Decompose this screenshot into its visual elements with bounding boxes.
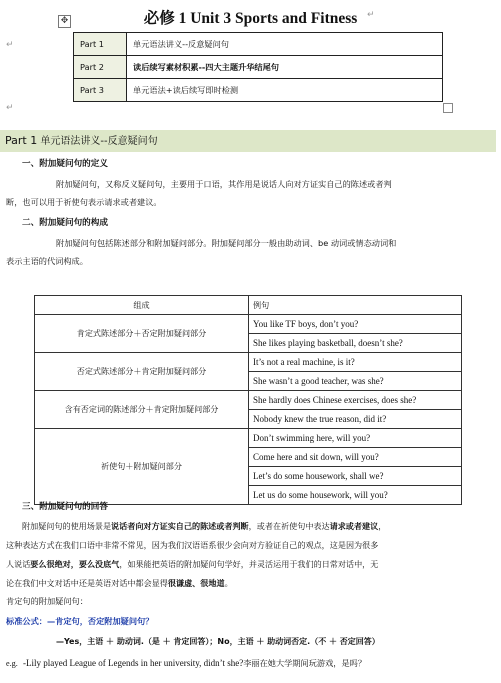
section-heading: 二、附加疑问句的构成 — [22, 218, 108, 228]
paragraph-line: 附加疑问句，又称反义疑问句，主要用于口语，其作用是说话人向对方证实自己的陈述或者判 — [56, 179, 392, 189]
part-description: 读后续写素材积累--四大主题升华结尾句 — [127, 56, 443, 79]
part-label: Part 1 — [74, 33, 127, 56]
table-resize-handle-icon[interactable] — [443, 103, 453, 113]
form-cell: 祈使句＋附加疑问部分 — [35, 429, 249, 505]
standard-formula: 标准公式：—肯定句，否定附加疑问句？ — [6, 616, 154, 626]
text-run-bold: 请求或者建议 — [329, 521, 379, 531]
paragraph-line: 断，也可以用于祈使句表示请求或者建议。 — [6, 197, 162, 207]
eg-english: -Lily played League of Legends in her university, didn’t she? — [23, 658, 244, 668]
text-run-bold: 很谦虚、很地道 — [167, 578, 225, 588]
form-cell: 肯定式陈述部分＋否定附加疑问部分 — [35, 315, 249, 353]
paragraph-mark-icon: ↵ — [6, 40, 14, 50]
paragraph-mark-icon: ↵ — [367, 10, 375, 20]
banner-title: 单元语法讲义--反意疑问句 — [40, 136, 158, 147]
text-run-bold: 要么很绝对，要么没底气 — [30, 559, 120, 569]
paragraph-line: 这种表达方式在我们口语中非常不常见，因为我们汉语语系很少会向对方验证自己的观点，这是因为很多 — [6, 540, 379, 550]
eg-chinese: 李丽在她大学期间玩游戏，是吗？ — [243, 658, 367, 668]
example-sentence: Don’t swimming here, will you? — [253, 433, 371, 443]
text-run: ， — [378, 521, 387, 531]
table-row — [74, 79, 443, 102]
form-cell: 否定式陈述部分＋肯定附加疑问部分 — [35, 353, 249, 391]
example-sentence: Let us do some housework, will you? — [249, 485, 461, 504]
example-table — [34, 295, 462, 505]
table-row — [74, 56, 443, 79]
part-description: 单元语法+读后续写即时检测 — [127, 79, 443, 102]
example-sentence: She wasn’t a good teacher, was she? — [249, 371, 461, 390]
example-sentence: Come here and sit down, will you? — [249, 447, 461, 466]
text-run: 论在我们中文对话中还是英语对话中都会显得 — [6, 578, 168, 588]
table-row — [74, 33, 443, 56]
section-heading: 一、附加疑问句的定义 — [22, 159, 108, 169]
column-header: 组成 — [35, 296, 249, 315]
example-sentence: She hardly does Chinese exercises, does she? — [253, 395, 417, 405]
answer-pattern: —Yes，主语 ＋ 助动词.（是 ＋ 肯定回答）；No，主语 ＋ 助动词否定.（不 ＋ 否定回答） — [56, 637, 380, 646]
example-sentence: Nobody knew the true reason, did it? — [249, 409, 461, 428]
example-line — [6, 654, 366, 673]
paragraph-mark-icon: ↵ — [6, 103, 14, 113]
example-sentence: It’s not a real machine, is it? — [253, 357, 355, 367]
example-sentence: Let’s do some housework, shall we? — [249, 466, 461, 485]
paragraph-line: 肯定句的附加疑问句： — [6, 596, 88, 606]
text-run: ，如果能把英语的附加疑问句学好，并灵活运用于我们的日常对话中，无 — [119, 559, 379, 569]
text-run: 。 — [224, 578, 233, 588]
paragraph-line — [22, 517, 386, 535]
eg-label: e.g. — [6, 659, 18, 668]
table-row — [35, 353, 462, 391]
part-label: Part 2 — [74, 56, 127, 79]
parts-table — [73, 32, 443, 102]
example-sentence: You like TF boys, don’t you? — [253, 319, 359, 329]
text-run-bold: 说话者向对方证实自己的陈述或者判断 — [111, 521, 249, 531]
paragraph-line: 表示主语的代词构成。 — [6, 256, 88, 266]
section-heading: 三、附加疑问句的回答 — [22, 502, 108, 512]
table-row — [35, 315, 462, 353]
part-description: 单元语法讲义--反意疑问句 — [127, 33, 443, 56]
paragraph-line: 附加疑问句包括陈述部分和附加疑问部分。附加疑问部分一般由助动词、be 动词或情态动词和 — [56, 238, 397, 248]
column-header: 例句 — [249, 296, 462, 315]
form-cell: 含有否定词的陈述部分＋肯定附加疑问部分 — [35, 391, 249, 429]
paragraph-line — [6, 555, 378, 573]
table-row — [35, 391, 462, 429]
table-move-handle-icon[interactable]: ✥ — [58, 15, 71, 28]
text-run: 人说话 — [6, 559, 31, 569]
section-banner — [0, 130, 496, 152]
part-label: Part 3 — [74, 79, 127, 102]
paragraph-line — [6, 574, 233, 592]
banner-part: Part 1 — [5, 134, 38, 147]
text-run: ，或者在祈使句中表达 — [248, 521, 330, 531]
document-title: 必修 1 Unit 3 Sports and Fitness — [143, 10, 358, 27]
table-header-row — [35, 296, 462, 315]
example-sentence: She likes playing basketball, doesn’t she? — [249, 333, 461, 352]
text-run: 附加疑问句的使用场景是 — [22, 521, 112, 531]
table-row — [35, 429, 462, 505]
